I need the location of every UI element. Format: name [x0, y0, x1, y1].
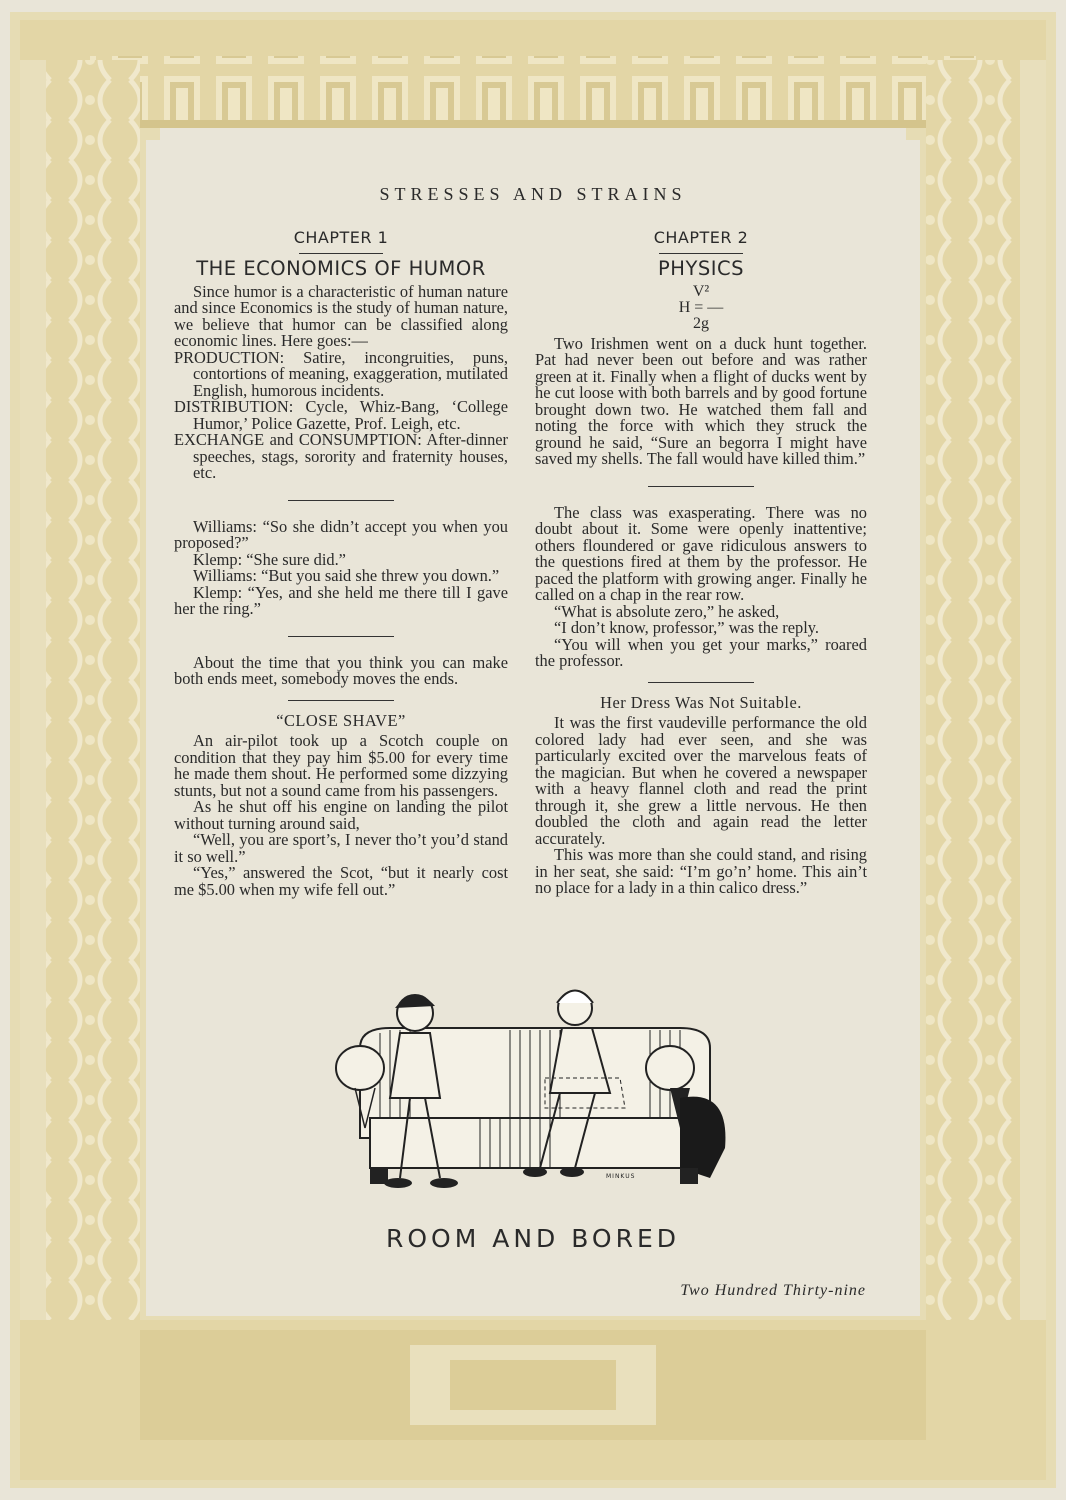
close-shave-para-4: “Yes,” answered the Scot, “but it nearly cost me $5.00 when my wife fell out.” [174, 863, 508, 899]
williams-joke-line-2: Klemp: “She sure did.” [193, 549, 346, 569]
chapter-1-title: THE ECONOMICS OF HUMOR [196, 256, 486, 280]
ends-meet-joke: About the time that you think you can make both ends meet, somebody moves the ends. [174, 652, 508, 688]
cartoon-caption: ROOM AND BORED [385, 1224, 681, 1253]
couch-cartoon [330, 978, 740, 1200]
chapter-2-title: PHYSICS [658, 256, 744, 280]
formula-denominator: 2g [693, 314, 709, 332]
physics-formula [535, 284, 867, 332]
chapter-2-label: CHAPTER 2 [653, 228, 749, 247]
separator [288, 500, 394, 501]
exchange-term: EXCHANGE and CONSUMPTION: [174, 430, 422, 449]
dress-joke-para-2: This was more than she could stand, and rising in her seat, she said: “I’m go’n’ home. This ain’t no place for a lady in a thin calico dress.” [535, 845, 867, 897]
page-header: STRESSES AND STRAINS [379, 184, 687, 204]
separator [648, 486, 754, 487]
chapter-1-rule [299, 253, 383, 254]
production-text: Satire, incongruities, puns, contortions of meaning, exaggeration, mutilated English, humorous incidents. [193, 347, 508, 400]
distribution-item [174, 399, 508, 432]
production-term: PRODUCTION: [174, 347, 285, 367]
distribution-term: DISTRIBUTION: [174, 397, 294, 416]
professor-joke-para-4: “You will when you get your marks,” roared the professor. [535, 634, 867, 670]
close-shave-para-1: An air-pilot took up a Scotch couple on condition that they pay him $5.00 for every time he made them shout. He performed some dizzying stunts, but not a sound came from his passengers. [174, 731, 508, 800]
formula-lhs: H = — [678, 298, 724, 316]
chapter-2-rule [659, 253, 743, 254]
irishmen-joke: Two Irishmen went on a duck hunt together. Pat had never been out before and was rather green at it. Finally when a flight of ducks went by he cut loose with both barrels and by good fortune brought down two. He watched them fall and noting the force with which they struck the ground he said, “Sure an begorra I might have saved my shells. The fall would have killed thim.” [535, 333, 867, 468]
separator [288, 700, 394, 701]
close-shave-title: “CLOSE SHAVE” [276, 710, 406, 730]
williams-joke-line-3: Williams: “But you said she threw you down.” [193, 566, 500, 585]
separator [648, 682, 754, 683]
page-number: Two Hundred Thirty-nine [680, 1282, 866, 1299]
chapter-1-label: CHAPTER 1 [293, 228, 389, 247]
economics-intro: Since humor is a characteristic of human nature and since Economics is the study of human nature, we believe that humor can be classified along economic lines. Here goes:— [174, 281, 508, 350]
close-shave-para-3: “Well, you are sport’s, I never tho’t you’d stand it so well.” [174, 830, 508, 866]
formula-numerator: V² [692, 282, 710, 300]
cartoon-signature: MINKUS [606, 1173, 636, 1180]
separator [288, 636, 394, 637]
williams-joke-line-4: Klemp: “Yes, and she held me there till I gave her the ring.” [174, 582, 508, 618]
dress-joke-title: Her Dress Was Not Suitable. [600, 692, 802, 712]
dress-joke-para-1: It was the first vaudeville performance the old colored lady had ever seen, and she was particularly excited over the marvelous feats of the magician. But when he covered a newspaper with a heavy flannel cloth and read the print through it, she grew a little nervous. He then doubled the cloth and again read the letter accurately. [535, 713, 867, 848]
left-column [174, 228, 508, 898]
exchange-text: After-dinner speeches, stags, sorority and fraternity houses, etc. [193, 430, 508, 482]
production-item [174, 347, 508, 400]
exchange-item [174, 432, 508, 482]
close-shave-para-2: As he shut off his engine on landing the pilot without turning around said, [174, 797, 508, 833]
williams-joke-line-1: Williams: “So she didn’t accept you when you proposed?” [174, 516, 508, 552]
professor-joke-para-1: The class was exasperating. There was no doubt about it. Some were openly inattentive; others floundered or gave ridiculous answers to the questions fired at them by the professor. He paced the platform with growing anger. Finally he called on a chap in the rear row. [535, 502, 867, 604]
professor-joke-para-3: “I don’t know, professor,” was the reply. [554, 618, 820, 637]
right-column [535, 228, 867, 897]
professor-joke-para-2: “What is absolute zero,” he asked, [554, 601, 780, 621]
distribution-text: Cycle, Whiz-Bang, ‘College Humor,’ Police Gazette, Prof. Leigh, etc. [193, 397, 508, 433]
